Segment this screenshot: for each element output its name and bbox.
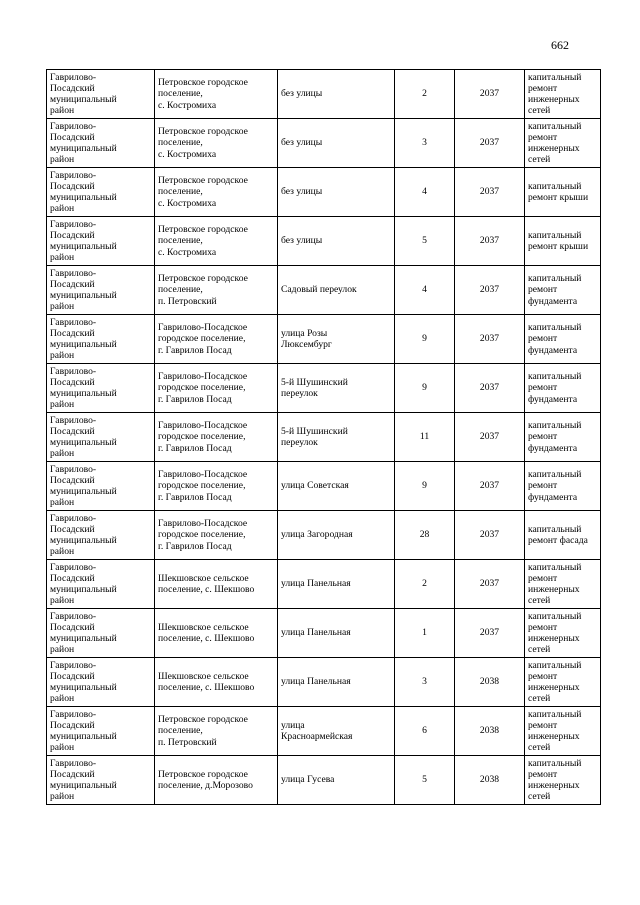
street-cell	[278, 511, 395, 560]
house-number-cell	[395, 462, 455, 511]
street-cell-text: без улицы	[281, 88, 323, 100]
street-cell	[278, 266, 395, 315]
settlement-cell-text: Петровское городское поселение, п. Петровский	[158, 714, 248, 748]
work-type-cell	[525, 413, 601, 462]
house-number-cell	[395, 756, 455, 805]
house-number-cell-text: 1	[422, 627, 427, 639]
settlement-cell-text: Гаврилово-Посадское городское поселение, г. Гаврилов Посад	[158, 420, 248, 454]
table-row	[47, 217, 601, 266]
street-cell-text: улица Розы Люксембург	[281, 327, 332, 350]
house-number-cell	[395, 609, 455, 658]
settlement-cell	[155, 658, 278, 707]
street-cell	[278, 609, 395, 658]
settlement-cell-text: Гаврилово-Посадское городское поселение, г. Гаврилов Посад	[158, 322, 248, 356]
street-cell	[278, 462, 395, 511]
year-cell-text: 2037	[479, 186, 500, 198]
district-cell-text: Гаврилово- Посадский муниципальный район	[50, 463, 117, 509]
house-number-cell	[395, 315, 455, 364]
year-cell	[455, 168, 525, 217]
street-cell-text: Садовый переулок	[281, 284, 357, 296]
district-cell-text: Гаврилово- Посадский муниципальный район	[50, 365, 117, 411]
year-cell-text: 2037	[479, 333, 500, 345]
year-cell-text: 2037	[479, 235, 500, 247]
house-number-cell-text: 2	[422, 88, 427, 100]
year-cell-text: 2037	[479, 480, 500, 492]
house-number-cell-text: 11	[419, 431, 430, 443]
district-cell	[47, 756, 155, 805]
street-cell	[278, 364, 395, 413]
settlement-cell-text: Петровское городское поселение, с. Костромиха	[158, 77, 248, 111]
district-cell-text: Гаврилово- Посадский муниципальный район	[50, 169, 117, 215]
table-row	[47, 560, 601, 609]
house-number-cell	[395, 217, 455, 266]
work-type-cell-text: капитальный ремонт фундамента	[528, 273, 582, 307]
year-cell-text: 2037	[479, 137, 500, 149]
settlement-cell-text: Шекшовское сельское поселение, с. Шекшово	[158, 572, 255, 595]
district-cell-text: Гаврилово- Посадский муниципальный район	[50, 267, 117, 313]
work-type-cell-text: капитальный ремонт крыши	[528, 180, 589, 203]
table-row	[47, 609, 601, 658]
work-type-cell	[525, 364, 601, 413]
house-number-cell-text: 9	[422, 382, 427, 394]
street-cell-text: без улицы	[281, 186, 323, 198]
district-cell	[47, 658, 155, 707]
house-number-cell	[395, 413, 455, 462]
house-number-cell-text: 5	[422, 774, 427, 786]
settlement-cell	[155, 609, 278, 658]
work-type-cell	[525, 168, 601, 217]
house-number-cell	[395, 119, 455, 168]
settlement-cell-text: Шекшовское сельское поселение, с. Шекшово	[158, 670, 255, 693]
house-number-cell-text: 5	[422, 235, 427, 247]
work-type-cell	[525, 511, 601, 560]
settlement-cell-text: Петровское городское поселение, с. Костромиха	[158, 126, 248, 160]
house-number-cell-text: 28	[419, 529, 430, 541]
work-type-cell	[525, 560, 601, 609]
house-number-cell	[395, 560, 455, 609]
year-cell-text: 2037	[479, 529, 500, 541]
settlement-cell	[155, 266, 278, 315]
street-cell	[278, 413, 395, 462]
district-cell	[47, 70, 155, 119]
house-number-cell-text: 3	[422, 137, 427, 149]
district-cell	[47, 413, 155, 462]
district-cell-text: Гаврилово- Посадский муниципальный район	[50, 120, 117, 166]
work-type-cell-text: капитальный ремонт инженерных сетей	[528, 71, 582, 117]
district-cell	[47, 511, 155, 560]
district-cell	[47, 462, 155, 511]
year-cell	[455, 70, 525, 119]
house-number-cell	[395, 511, 455, 560]
table-row	[47, 511, 601, 560]
year-cell-text: 2038	[479, 725, 500, 737]
table-row	[47, 315, 601, 364]
settlement-cell	[155, 560, 278, 609]
district-cell-text: Гаврилово- Посадский муниципальный район	[50, 71, 117, 117]
street-cell-text: улица Панельная	[281, 627, 351, 639]
house-number-cell	[395, 266, 455, 315]
settlement-cell	[155, 70, 278, 119]
district-cell	[47, 609, 155, 658]
settlement-cell	[155, 364, 278, 413]
district-cell-text: Гаврилово- Посадский муниципальный район	[50, 316, 117, 362]
house-number-cell-text: 4	[422, 186, 427, 198]
house-number-cell	[395, 168, 455, 217]
street-cell	[278, 70, 395, 119]
district-cell-text: Гаврилово- Посадский муниципальный район	[50, 610, 117, 656]
year-cell	[455, 609, 525, 658]
district-cell-text: Гаврилово- Посадский муниципальный район	[50, 708, 117, 754]
work-type-cell-text: капитальный ремонт инженерных сетей	[528, 708, 582, 754]
settlement-cell	[155, 413, 278, 462]
street-cell	[278, 707, 395, 756]
year-cell-text: 2038	[479, 774, 500, 786]
street-cell	[278, 315, 395, 364]
street-cell-text: 5-й Шушинский переулок	[281, 376, 348, 399]
year-cell-text: 2037	[479, 88, 500, 100]
settlement-cell-text: Петровское городское поселение, с. Костромиха	[158, 175, 248, 209]
district-cell-text: Гаврилово- Посадский муниципальный район	[50, 218, 117, 264]
page-number: 662	[551, 38, 569, 52]
district-cell	[47, 168, 155, 217]
work-type-cell	[525, 119, 601, 168]
street-cell	[278, 217, 395, 266]
year-cell	[455, 315, 525, 364]
table-body	[47, 70, 601, 805]
district-cell	[47, 560, 155, 609]
street-cell-text: улица Гусева	[281, 774, 335, 786]
table-row	[47, 119, 601, 168]
table-row	[47, 658, 601, 707]
street-cell-text: без улицы	[281, 137, 323, 149]
year-cell	[455, 266, 525, 315]
work-type-cell-text: капитальный ремонт крыши	[528, 229, 589, 252]
year-cell	[455, 756, 525, 805]
house-number-cell-text: 9	[422, 333, 427, 345]
work-type-cell	[525, 315, 601, 364]
district-cell	[47, 364, 155, 413]
house-number-cell-text: 4	[422, 284, 427, 296]
work-type-cell-text: капитальный ремонт инженерных сетей	[528, 659, 582, 705]
district-cell-text: Гаврилово- Посадский муниципальный район	[50, 414, 117, 460]
work-type-cell-text: капитальный ремонт инженерных сетей	[528, 120, 582, 166]
settlement-cell	[155, 217, 278, 266]
settlement-cell	[155, 511, 278, 560]
house-number-cell	[395, 658, 455, 707]
house-number-cell-text: 6	[422, 725, 427, 737]
work-type-cell-text: капитальный ремонт инженерных сетей	[528, 757, 582, 803]
settlement-cell-text: Петровское городское поселение, д.Морозово	[158, 768, 253, 791]
house-number-cell-text: 3	[422, 676, 427, 688]
settlement-cell	[155, 168, 278, 217]
work-type-cell-text: капитальный ремонт инженерных сетей	[528, 610, 582, 656]
settlement-cell-text: Гаврилово-Посадское городское поселение, г. Гаврилов Посад	[158, 518, 248, 552]
house-number-cell-text: 9	[422, 480, 427, 492]
settlement-cell-text: Гаврилово-Посадское городское поселение, г. Гаврилов Посад	[158, 371, 248, 405]
district-cell	[47, 119, 155, 168]
district-cell-text: Гаврилово- Посадский муниципальный район	[50, 512, 117, 558]
work-type-cell-text: капитальный ремонт фасада	[528, 523, 588, 546]
house-number-cell	[395, 364, 455, 413]
settlement-cell	[155, 756, 278, 805]
year-cell	[455, 364, 525, 413]
house-number-cell	[395, 707, 455, 756]
table-row	[47, 756, 601, 805]
work-type-cell	[525, 658, 601, 707]
work-type-cell-text: капитальный ремонт фундамента	[528, 469, 582, 503]
street-cell	[278, 119, 395, 168]
work-type-cell-text: капитальный ремонт фундамента	[528, 322, 582, 356]
settlement-cell	[155, 315, 278, 364]
settlement-cell	[155, 462, 278, 511]
year-cell	[455, 119, 525, 168]
street-cell-text: без улицы	[281, 235, 323, 247]
district-cell-text: Гаврилово- Посадский муниципальный район	[50, 659, 117, 705]
settlement-cell-text: Петровское городское поселение, с. Костромиха	[158, 224, 248, 258]
table-row	[47, 70, 601, 119]
house-number-cell	[395, 70, 455, 119]
table-row	[47, 462, 601, 511]
year-cell-text: 2038	[479, 676, 500, 688]
year-cell-text: 2037	[479, 627, 500, 639]
year-cell	[455, 511, 525, 560]
table-row	[47, 707, 601, 756]
settlement-cell	[155, 119, 278, 168]
house-number-cell-text: 2	[422, 578, 427, 590]
street-cell-text: улица Советская	[281, 480, 349, 492]
work-type-cell	[525, 756, 601, 805]
repair-program-table	[46, 69, 601, 805]
table-row	[47, 413, 601, 462]
work-type-cell	[525, 609, 601, 658]
work-type-cell-text: капитальный ремонт инженерных сетей	[528, 561, 582, 607]
year-cell	[455, 413, 525, 462]
work-type-cell	[525, 462, 601, 511]
year-cell-text: 2037	[479, 284, 500, 296]
table-row	[47, 168, 601, 217]
street-cell-text: улица Панельная	[281, 676, 351, 688]
street-cell-text: улица Загородная	[281, 529, 353, 541]
table-row	[47, 364, 601, 413]
street-cell-text: улица Панельная	[281, 578, 351, 590]
district-cell-text: Гаврилово- Посадский муниципальный район	[50, 561, 117, 607]
street-cell	[278, 168, 395, 217]
work-type-cell	[525, 707, 601, 756]
district-cell	[47, 266, 155, 315]
district-cell	[47, 707, 155, 756]
street-cell-text: улица Красноармейская	[281, 719, 353, 742]
settlement-cell-text: Гаврилово-Посадское городское поселение, г. Гаврилов Посад	[158, 469, 248, 503]
year-cell	[455, 658, 525, 707]
year-cell-text: 2037	[479, 431, 500, 443]
street-cell-text: 5-й Шушинский переулок	[281, 425, 348, 448]
work-type-cell-text: капитальный ремонт фундамента	[528, 420, 582, 454]
settlement-cell	[155, 707, 278, 756]
table-row	[47, 266, 601, 315]
work-type-cell	[525, 266, 601, 315]
work-type-cell	[525, 217, 601, 266]
year-cell	[455, 560, 525, 609]
year-cell	[455, 707, 525, 756]
settlement-cell-text: Шекшовское сельское поселение, с. Шекшово	[158, 621, 255, 644]
district-cell	[47, 217, 155, 266]
district-cell	[47, 315, 155, 364]
work-type-cell	[525, 70, 601, 119]
street-cell	[278, 560, 395, 609]
year-cell-text: 2037	[479, 382, 500, 394]
work-type-cell-text: капитальный ремонт фундамента	[528, 371, 582, 405]
year-cell	[455, 462, 525, 511]
year-cell	[455, 217, 525, 266]
street-cell	[278, 658, 395, 707]
district-cell-text: Гаврилово- Посадский муниципальный район	[50, 757, 117, 803]
street-cell	[278, 756, 395, 805]
settlement-cell-text: Петровское городское поселение, п. Петровский	[158, 273, 248, 307]
year-cell-text: 2037	[479, 578, 500, 590]
